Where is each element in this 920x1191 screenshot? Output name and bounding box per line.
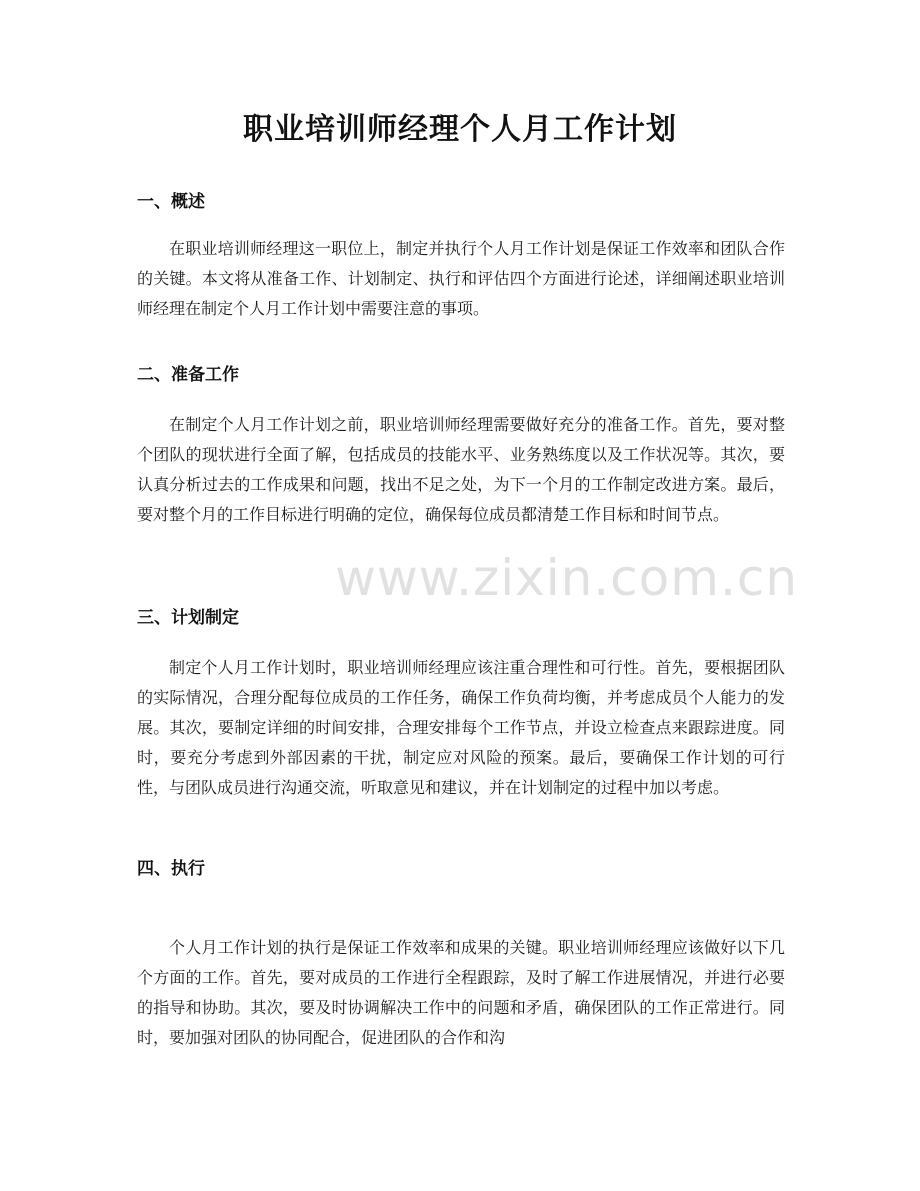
section-paragraph-execution: 个人月工作计划的执行是保证工作效率和成果的关键。职业培训师经理应该做好以下几个方面的工作。首先，要对成员的工作进行全程跟踪，及时了解工作进展情况，并进行必要的指导和协助。其次，要及时协调解决工作中的问题和矛盾，确保团队的工作正常进行。同时，要加强对团队的协同配合，促进团队的合作和沟: [137, 938, 785, 1047]
document-title: 职业培训师经理个人月工作计划: [243, 112, 677, 147]
section-heading-overview: 一、概述: [137, 192, 205, 212]
section-heading-planning: 三、计划制定: [137, 608, 239, 628]
section-paragraph-planning: 制定个人月工作计划时，职业培训师经理应该注重合理性和可行性。首先，要根据团队的实际情况，合理分配每位成员的工作任务，确保工作负荷均衡，并考虑成员个人能力的发展。其次，要制定详细的时间安排，合理安排每个工作节点，并设立检查点来跟踪进度。同时，要充分考虑到外部因素的干扰，制定应对风险的预案。最后，要确保工作计划的可行性，与团队成员进行沟通交流，听取意见和建议，并在计划制定的过程中加以考虑。: [137, 658, 785, 797]
section-paragraph-preparation: 在制定个人月工作计划之前，职业培训师经理需要做好充分的准备工作。首先，要对整个团队的现状进行全面了解，包括成员的技能水平、业务熟练度以及工作状况等。其次，要认真分析过去的工作成果和问题，找出不足之处，为下一个月的工作制定改进方案。最后，要对整个月的工作目标进行明确的定位，确保每位成员都清楚工作目标和时间节点。: [137, 415, 785, 524]
section-paragraph-overview: 在职业培训师经理这一职位上，制定并执行个人月工作计划是保证工作效率和团队合作的关键。本文将从准备工作、计划制定、执行和评估四个方面进行论述，详细阐述职业培训师经理在制定个人月工作计划中需要注意的事项。: [137, 239, 785, 318]
watermark: www.zixin.com.cn: [335, 549, 799, 607]
section-heading-execution: 四、执行: [137, 859, 205, 879]
section-heading-preparation: 二、准备工作: [137, 365, 239, 385]
